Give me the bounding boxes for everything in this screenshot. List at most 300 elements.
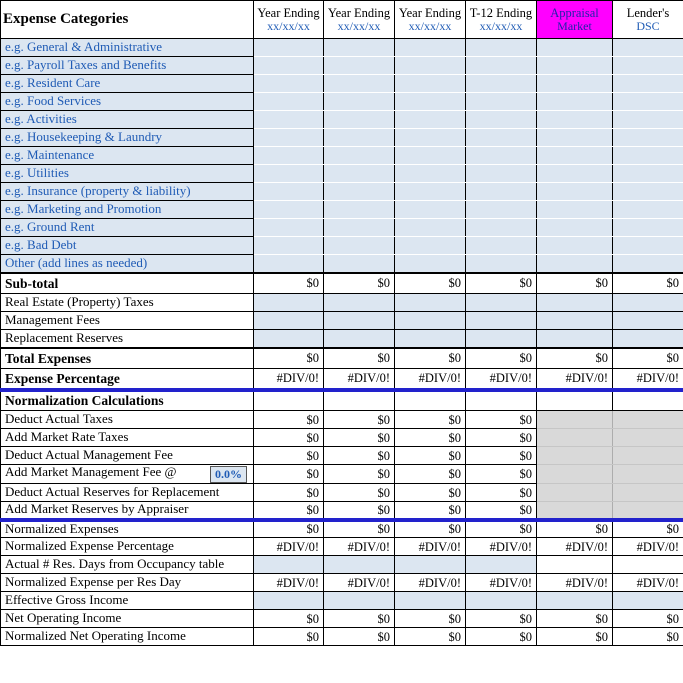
row-label-other-add-lines-as-needed[interactable] bbox=[1, 255, 254, 273]
cell-r18-c3[interactable]: $0 bbox=[395, 348, 466, 369]
expense-categories-header[interactable]: Expense Categories bbox=[1, 1, 254, 39]
cell-r21-c5[interactable] bbox=[537, 411, 613, 429]
cell-r26-c3[interactable]: $0 bbox=[395, 502, 466, 520]
cell-r17-c6[interactable] bbox=[613, 330, 683, 348]
cell-r23-c1[interactable]: $0 bbox=[254, 447, 324, 465]
cell-r10-c6[interactable] bbox=[613, 201, 683, 219]
col-header-title: Appraisal bbox=[550, 5, 599, 20]
cell-r20-c1[interactable] bbox=[254, 390, 324, 411]
cell-r1-c4[interactable] bbox=[466, 39, 537, 57]
cell-r2-c6[interactable] bbox=[613, 57, 683, 75]
cell-r14-c2[interactable]: $0 bbox=[324, 273, 395, 294]
cell-r15-c1[interactable] bbox=[254, 294, 324, 312]
col-header-title: Year Ending bbox=[398, 5, 462, 20]
cell-r23-c6[interactable] bbox=[613, 447, 683, 465]
cell-r33-c4[interactable]: $0 bbox=[466, 628, 537, 646]
col-header-date: xx/xx/xx bbox=[479, 18, 523, 33]
row-replacement-reserves bbox=[1, 330, 683, 348]
cell-r29-c2[interactable] bbox=[324, 556, 395, 574]
col-header-date: xx/xx/xx bbox=[408, 18, 452, 33]
cell-r30-c4[interactable]: #DIV/0! bbox=[466, 574, 537, 592]
row-label-text: e.g. Activities bbox=[5, 111, 77, 127]
col-header-lenders-dsc[interactable] bbox=[613, 1, 683, 39]
cell-r25-c1[interactable]: $0 bbox=[254, 484, 324, 502]
cell-r5-c3[interactable] bbox=[395, 111, 466, 129]
cell-r19-c5[interactable]: #DIV/0! bbox=[537, 369, 613, 390]
cell-r18-c1[interactable]: $0 bbox=[254, 348, 324, 369]
cell-r4-c2[interactable] bbox=[324, 93, 395, 111]
cell-r11-c2[interactable] bbox=[324, 219, 395, 237]
cell-r1-c6[interactable] bbox=[613, 39, 683, 57]
row-label-text: e.g. Ground Rent bbox=[5, 219, 95, 235]
row-normalized-net-operating-income bbox=[1, 628, 683, 646]
cell-r14-c4[interactable]: $0 bbox=[466, 273, 537, 294]
cell-r22-c3[interactable]: $0 bbox=[395, 429, 466, 447]
row-label-text: Normalized Net Operating Income bbox=[5, 628, 186, 644]
cell-r18-c2[interactable]: $0 bbox=[324, 348, 395, 369]
cell-r1-c5[interactable] bbox=[537, 39, 613, 57]
row-label-normalized-net-operating-income[interactable] bbox=[1, 628, 254, 646]
cell-r6-c6[interactable] bbox=[613, 129, 683, 147]
cell-r4-c6[interactable] bbox=[613, 93, 683, 111]
cell-r13-c3[interactable] bbox=[395, 255, 466, 273]
cell-r10-c2[interactable] bbox=[324, 201, 395, 219]
cell-r27-c2[interactable]: $0 bbox=[324, 520, 395, 538]
cell-r14-c1[interactable]: $0 bbox=[254, 273, 324, 294]
row-actual-res-days-from-occupancy-table bbox=[1, 556, 683, 574]
row-sub-total bbox=[1, 273, 683, 294]
cell-r26-c5[interactable] bbox=[537, 502, 613, 520]
row-e-g-housekeeping-laundry bbox=[1, 129, 683, 147]
cell-r8-c1[interactable] bbox=[254, 165, 324, 183]
row-label-e-g-maintenance[interactable] bbox=[1, 147, 254, 165]
cell-r11-c5[interactable] bbox=[537, 219, 613, 237]
cell-r24-c3[interactable]: $0 bbox=[395, 465, 466, 484]
cell-r28-c3[interactable]: #DIV/0! bbox=[395, 538, 466, 556]
cell-r6-c3[interactable] bbox=[395, 129, 466, 147]
cell-r8-c5[interactable] bbox=[537, 165, 613, 183]
cell-r7-c2[interactable] bbox=[324, 147, 395, 165]
row-label-sub-total[interactable] bbox=[1, 273, 254, 294]
col-header-title: Lender's bbox=[626, 5, 670, 20]
cell-r31-c6[interactable] bbox=[613, 592, 683, 610]
cell-r17-c3[interactable] bbox=[395, 330, 466, 348]
row-normalized-expense-per-res-day bbox=[1, 574, 683, 592]
cell-r28-c6[interactable]: #DIV/0! bbox=[613, 538, 683, 556]
cell-r9-c5[interactable] bbox=[537, 183, 613, 201]
cell-r21-c1[interactable]: $0 bbox=[254, 411, 324, 429]
cell-r29-c4[interactable] bbox=[466, 556, 537, 574]
cell-r31-c1[interactable] bbox=[254, 592, 324, 610]
cell-r29-c1[interactable] bbox=[254, 556, 324, 574]
cell-r6-c5[interactable] bbox=[537, 129, 613, 147]
cell-r16-c2[interactable] bbox=[324, 312, 395, 330]
row-label-e-g-resident-care[interactable] bbox=[1, 75, 254, 93]
row-label-deduct-actual-reserves-for-replacement[interactable] bbox=[1, 484, 254, 502]
cell-r19-c4[interactable]: #DIV/0! bbox=[466, 369, 537, 390]
col-header-date: Market bbox=[557, 18, 592, 33]
row-label-real-estate-property-taxes[interactable] bbox=[1, 294, 254, 312]
cell-r28-c5[interactable]: #DIV/0! bbox=[537, 538, 613, 556]
row-label-e-g-insurance-property-liability[interactable] bbox=[1, 183, 254, 201]
row-label-text: Normalized Expenses bbox=[5, 520, 119, 536]
col-header-title: Year Ending bbox=[327, 5, 391, 20]
cell-r13-c5[interactable] bbox=[537, 255, 613, 273]
cell-r3-c2[interactable] bbox=[324, 75, 395, 93]
cell-r7-c5[interactable] bbox=[537, 147, 613, 165]
row-label-text: Deduct Actual Taxes bbox=[5, 411, 113, 427]
cell-r22-c2[interactable]: $0 bbox=[324, 429, 395, 447]
cell-r8-c2[interactable] bbox=[324, 165, 395, 183]
cell-r27-c1[interactable]: $0 bbox=[254, 520, 324, 538]
row-label-net-operating-income[interactable] bbox=[1, 610, 254, 628]
row-e-g-food-services bbox=[1, 93, 683, 111]
cell-r30-c3[interactable]: #DIV/0! bbox=[395, 574, 466, 592]
cell-r29-c5[interactable] bbox=[537, 556, 613, 574]
row-real-estate-property-taxes bbox=[1, 294, 683, 312]
cell-r9-c1[interactable] bbox=[254, 183, 324, 201]
cell-r31-c2[interactable] bbox=[324, 592, 395, 610]
cell-r19-c1[interactable]: #DIV/0! bbox=[254, 369, 324, 390]
cell-r17-c1[interactable] bbox=[254, 330, 324, 348]
cell-r10-c3[interactable] bbox=[395, 201, 466, 219]
row-label-normalized-expense-per-res-day[interactable] bbox=[1, 574, 254, 592]
cell-r5-c6[interactable] bbox=[613, 111, 683, 129]
cell-r8-c3[interactable] bbox=[395, 165, 466, 183]
row-label-effective-gross-income[interactable] bbox=[1, 592, 254, 610]
row-label-text: Add Market Management Fee @ bbox=[5, 464, 177, 479]
cell-r26-c2[interactable]: $0 bbox=[324, 502, 395, 520]
cell-r7-c4[interactable] bbox=[466, 147, 537, 165]
col-header-year-ending-1[interactable] bbox=[254, 1, 324, 39]
cell-r12-c4[interactable] bbox=[466, 237, 537, 255]
cell-r3-c4[interactable] bbox=[466, 75, 537, 93]
cell-r15-c6[interactable] bbox=[613, 294, 683, 312]
cell-r32-c4[interactable]: $0 bbox=[466, 610, 537, 628]
row-net-operating-income bbox=[1, 610, 683, 628]
cell-r22-c6[interactable] bbox=[613, 429, 683, 447]
cell-r2-c1[interactable] bbox=[254, 57, 324, 75]
cell-r29-c3[interactable] bbox=[395, 556, 466, 574]
cell-r22-c4[interactable]: $0 bbox=[466, 429, 537, 447]
cell-r4-c3[interactable] bbox=[395, 93, 466, 111]
cell-r30-c2[interactable]: #DIV/0! bbox=[324, 574, 395, 592]
cell-r32-c1[interactable]: $0 bbox=[254, 610, 324, 628]
col-header-year-ending-3[interactable] bbox=[395, 1, 466, 39]
row-label-text: e.g. General & Administrative bbox=[5, 39, 163, 55]
row-label-text: Deduct Actual Management Fee bbox=[5, 447, 173, 463]
cell-r8-c4[interactable] bbox=[466, 165, 537, 183]
cell-r14-c5[interactable]: $0 bbox=[537, 273, 613, 294]
cell-r21-c2[interactable]: $0 bbox=[324, 411, 395, 429]
row-total-expenses bbox=[1, 348, 683, 369]
row-e-g-payroll-taxes-and-benefits bbox=[1, 57, 683, 75]
cell-r26-c1[interactable]: $0 bbox=[254, 502, 324, 520]
cell-r3-c1[interactable] bbox=[254, 75, 324, 93]
cell-r5-c1[interactable] bbox=[254, 111, 324, 129]
row-label-text: e.g. Insurance (property & liability) bbox=[5, 183, 191, 199]
cell-r2-c5[interactable] bbox=[537, 57, 613, 75]
cell-r4-c5[interactable] bbox=[537, 93, 613, 111]
cell-r33-c6[interactable]: $0 bbox=[613, 628, 683, 646]
cell-r12-c3[interactable] bbox=[395, 237, 466, 255]
cell-r7-c6[interactable] bbox=[613, 147, 683, 165]
cell-r16-c4[interactable] bbox=[466, 312, 537, 330]
row-label-e-g-ground-rent[interactable] bbox=[1, 219, 254, 237]
cell-r31-c4[interactable] bbox=[466, 592, 537, 610]
cell-r28-c2[interactable]: #DIV/0! bbox=[324, 538, 395, 556]
cell-r18-c4[interactable]: $0 bbox=[466, 348, 537, 369]
cell-r19-c3[interactable]: #DIV/0! bbox=[395, 369, 466, 390]
cell-r30-c5[interactable]: #DIV/0! bbox=[537, 574, 613, 592]
row-effective-gross-income bbox=[1, 592, 683, 610]
cell-r8-c6[interactable] bbox=[613, 165, 683, 183]
cell-r2-c3[interactable] bbox=[395, 57, 466, 75]
cell-r4-c4[interactable] bbox=[466, 93, 537, 111]
row-label-add-market-reserves-by-appraiser[interactable] bbox=[1, 502, 254, 520]
cell-r14-c6[interactable]: $0 bbox=[613, 273, 683, 294]
cell-r31-c5[interactable] bbox=[537, 592, 613, 610]
cell-r30-c1[interactable]: #DIV/0! bbox=[254, 574, 324, 592]
row-label-text: Effective Gross Income bbox=[5, 592, 129, 608]
row-add-market-rate-taxes bbox=[1, 429, 683, 447]
cell-r21-c4[interactable]: $0 bbox=[466, 411, 537, 429]
row-e-g-maintenance bbox=[1, 147, 683, 165]
row-label-text: Real Estate (Property) Taxes bbox=[5, 294, 154, 310]
row-normalized-expense-percentage bbox=[1, 538, 683, 556]
cell-r13-c6[interactable] bbox=[613, 255, 683, 273]
row-e-g-activities bbox=[1, 111, 683, 129]
row-label-text: e.g. Marketing and Promotion bbox=[5, 201, 162, 217]
row-label-text: e.g. Housekeeping & Laundry bbox=[5, 129, 163, 145]
cell-r25-c5[interactable] bbox=[537, 484, 613, 502]
cell-r24-c4[interactable]: $0 bbox=[466, 465, 537, 484]
cell-r33-c3[interactable]: $0 bbox=[395, 628, 466, 646]
cell-r17-c5[interactable] bbox=[537, 330, 613, 348]
cell-r17-c2[interactable] bbox=[324, 330, 395, 348]
cell-r12-c2[interactable] bbox=[324, 237, 395, 255]
cell-r23-c4[interactable]: $0 bbox=[466, 447, 537, 465]
cell-r20-c6[interactable] bbox=[613, 390, 683, 411]
row-label-e-g-food-services[interactable] bbox=[1, 93, 254, 111]
cell-r13-c4[interactable] bbox=[466, 255, 537, 273]
row-label-e-g-utilities[interactable] bbox=[1, 165, 254, 183]
row-label-normalized-expenses[interactable] bbox=[1, 520, 254, 538]
row-label-text: Management Fees bbox=[5, 312, 100, 328]
row-label-text: Actual # Res. Days from Occupancy table bbox=[5, 556, 225, 572]
row-label-e-g-housekeeping-laundry[interactable] bbox=[1, 129, 254, 147]
cell-r16-c1[interactable] bbox=[254, 312, 324, 330]
cell-r16-c3[interactable] bbox=[395, 312, 466, 330]
cell-r32-c3[interactable]: $0 bbox=[395, 610, 466, 628]
cell-r13-c2[interactable] bbox=[324, 255, 395, 273]
cell-r28-c4[interactable]: #DIV/0! bbox=[466, 538, 537, 556]
cell-r1-c1[interactable] bbox=[254, 39, 324, 57]
cell-r6-c4[interactable] bbox=[466, 129, 537, 147]
cell-r12-c6[interactable] bbox=[613, 237, 683, 255]
cell-r24-c1[interactable]: $0 bbox=[254, 465, 324, 484]
cell-r3-c3[interactable] bbox=[395, 75, 466, 93]
market-management-fee-rate-cell[interactable]: 0.0% bbox=[210, 466, 247, 483]
cell-r32-c2[interactable]: $0 bbox=[324, 610, 395, 628]
cell-r7-c1[interactable] bbox=[254, 147, 324, 165]
row-label-normalized-expense-percentage[interactable] bbox=[1, 538, 254, 556]
cell-r4-c1[interactable] bbox=[254, 93, 324, 111]
cell-r26-c6[interactable] bbox=[613, 502, 683, 520]
cell-r23-c3[interactable]: $0 bbox=[395, 447, 466, 465]
cell-r20-c5[interactable] bbox=[537, 390, 613, 411]
table-body bbox=[1, 39, 683, 646]
header-row bbox=[1, 1, 683, 39]
row-other-add-lines-as-needed bbox=[1, 255, 683, 273]
row-label-replacement-reserves[interactable] bbox=[1, 330, 254, 348]
col-header-date: DSC bbox=[636, 18, 660, 33]
row-e-g-general-administrative bbox=[1, 39, 683, 57]
col-header-title: T-12 Ending bbox=[469, 5, 533, 20]
cell-r9-c4[interactable] bbox=[466, 183, 537, 201]
cell-r9-c2[interactable] bbox=[324, 183, 395, 201]
cell-r27-c4[interactable]: $0 bbox=[466, 520, 537, 538]
cell-r20-c3[interactable] bbox=[395, 390, 466, 411]
cell-r30-c6[interactable]: #DIV/0! bbox=[613, 574, 683, 592]
col-header-t12-ending[interactable] bbox=[466, 1, 537, 39]
cell-r9-c3[interactable] bbox=[395, 183, 466, 201]
row-e-g-utilities bbox=[1, 165, 683, 183]
cell-r11-c6[interactable] bbox=[613, 219, 683, 237]
row-label-actual-res-days-from-occupancy-table[interactable] bbox=[1, 556, 254, 574]
cell-r26-c4[interactable]: $0 bbox=[466, 502, 537, 520]
cell-r3-c5[interactable] bbox=[537, 75, 613, 93]
row-label-e-g-marketing-and-promotion[interactable] bbox=[1, 201, 254, 219]
col-header-title: Year Ending bbox=[257, 5, 320, 20]
cell-r24-c6[interactable] bbox=[613, 465, 683, 484]
row-label-text: Other (add lines as needed) bbox=[5, 254, 148, 270]
cell-r1-c2[interactable] bbox=[324, 39, 395, 57]
cell-r7-c3[interactable] bbox=[395, 147, 466, 165]
cell-r1-c3[interactable] bbox=[395, 39, 466, 57]
cell-r22-c5[interactable] bbox=[537, 429, 613, 447]
cell-r15-c2[interactable] bbox=[324, 294, 395, 312]
cell-r11-c1[interactable] bbox=[254, 219, 324, 237]
row-label-management-fees[interactable] bbox=[1, 312, 254, 330]
row-label-total-expenses[interactable] bbox=[1, 348, 254, 369]
cell-r20-c2[interactable] bbox=[324, 390, 395, 411]
cell-r2-c4[interactable] bbox=[466, 57, 537, 75]
cell-r20-c4[interactable] bbox=[466, 390, 537, 411]
cell-r23-c5[interactable] bbox=[537, 447, 613, 465]
cell-r21-c3[interactable]: $0 bbox=[395, 411, 466, 429]
cell-r15-c4[interactable] bbox=[466, 294, 537, 312]
cell-r16-c5[interactable] bbox=[537, 312, 613, 330]
cell-r31-c3[interactable] bbox=[395, 592, 466, 610]
cell-r24-c2[interactable]: $0 bbox=[324, 465, 395, 484]
cell-r19-c2[interactable]: #DIV/0! bbox=[324, 369, 395, 390]
cell-r33-c5[interactable]: $0 bbox=[537, 628, 613, 646]
cell-r6-c2[interactable] bbox=[324, 129, 395, 147]
row-deduct-actual-management-fee bbox=[1, 447, 683, 465]
cell-r17-c4[interactable] bbox=[466, 330, 537, 348]
cell-r25-c4[interactable]: $0 bbox=[466, 484, 537, 502]
cell-r13-c1[interactable] bbox=[254, 255, 324, 273]
row-label-text: Normalized Expense per Res Day bbox=[5, 574, 182, 590]
row-label-expense-percentage[interactable] bbox=[1, 369, 254, 390]
cell-r32-c6[interactable]: $0 bbox=[613, 610, 683, 628]
cell-r10-c5[interactable] bbox=[537, 201, 613, 219]
cell-r25-c3[interactable]: $0 bbox=[395, 484, 466, 502]
cell-r23-c2[interactable]: $0 bbox=[324, 447, 395, 465]
cell-r6-c1[interactable] bbox=[254, 129, 324, 147]
row-label-deduct-actual-management-fee[interactable] bbox=[1, 447, 254, 465]
cell-r24-c5[interactable] bbox=[537, 465, 613, 484]
cell-r25-c2[interactable]: $0 bbox=[324, 484, 395, 502]
row-label-text: Deduct Actual Reserves for Replacement bbox=[5, 484, 220, 500]
cell-r5-c2[interactable] bbox=[324, 111, 395, 129]
cell-r10-c1[interactable] bbox=[254, 201, 324, 219]
cell-r10-c4[interactable] bbox=[466, 201, 537, 219]
row-label-text: Replacement Reserves bbox=[5, 329, 124, 345]
cell-r15-c5[interactable] bbox=[537, 294, 613, 312]
cell-r29-c6[interactable] bbox=[613, 556, 683, 574]
row-label-deduct-actual-taxes[interactable] bbox=[1, 411, 254, 429]
cell-r27-c5[interactable]: $0 bbox=[537, 520, 613, 538]
row-label-add-market-management-fee[interactable] bbox=[1, 465, 254, 484]
row-label-e-g-general-administrative[interactable] bbox=[1, 39, 254, 57]
row-label-text: Add Market Rate Taxes bbox=[5, 429, 129, 445]
cell-r21-c6[interactable] bbox=[613, 411, 683, 429]
row-label-text: Expense Percentage bbox=[5, 370, 120, 386]
cell-r5-c5[interactable] bbox=[537, 111, 613, 129]
row-label-e-g-payroll-taxes-and-benefits[interactable] bbox=[1, 57, 254, 75]
cell-r11-c4[interactable] bbox=[466, 219, 537, 237]
col-header-year-ending-2[interactable] bbox=[324, 1, 395, 39]
cell-r28-c1[interactable]: #DIV/0! bbox=[254, 538, 324, 556]
cell-r27-c3[interactable]: $0 bbox=[395, 520, 466, 538]
row-label-e-g-bad-debt[interactable] bbox=[1, 237, 254, 255]
col-header-appraisal-market[interactable] bbox=[537, 1, 613, 39]
cell-r3-c6[interactable] bbox=[613, 75, 683, 93]
row-label-add-market-rate-taxes[interactable] bbox=[1, 429, 254, 447]
cell-r12-c1[interactable] bbox=[254, 237, 324, 255]
cell-r18-c6[interactable]: $0 bbox=[613, 348, 683, 369]
row-label-text: Normalized Expense Percentage bbox=[5, 538, 174, 554]
cell-r12-c5[interactable] bbox=[537, 237, 613, 255]
row-e-g-marketing-and-promotion bbox=[1, 201, 683, 219]
row-label-text: e.g. Food Services bbox=[5, 93, 102, 109]
row-label-text: e.g. Payroll Taxes and Benefits bbox=[5, 57, 167, 73]
row-deduct-actual-reserves-for-replacement bbox=[1, 484, 683, 502]
cell-r11-c3[interactable] bbox=[395, 219, 466, 237]
cell-r5-c4[interactable] bbox=[466, 111, 537, 129]
row-e-g-bad-debt bbox=[1, 237, 683, 255]
cell-r25-c6[interactable] bbox=[613, 484, 683, 502]
row-label-text: e.g. Maintenance bbox=[5, 147, 95, 163]
cell-r16-c6[interactable] bbox=[613, 312, 683, 330]
cell-r33-c1[interactable]: $0 bbox=[254, 628, 324, 646]
row-label-normalization-calculations[interactable] bbox=[1, 390, 254, 411]
cell-r15-c3[interactable] bbox=[395, 294, 466, 312]
cell-r18-c5[interactable]: $0 bbox=[537, 348, 613, 369]
row-label-text: Net Operating Income bbox=[5, 610, 122, 626]
cell-r2-c2[interactable] bbox=[324, 57, 395, 75]
cell-r32-c5[interactable]: $0 bbox=[537, 610, 613, 628]
cell-r14-c3[interactable]: $0 bbox=[395, 273, 466, 294]
cell-r33-c2[interactable]: $0 bbox=[324, 628, 395, 646]
cell-r19-c6[interactable]: #DIV/0! bbox=[613, 369, 683, 390]
cell-r9-c6[interactable] bbox=[613, 183, 683, 201]
cell-r22-c1[interactable]: $0 bbox=[254, 429, 324, 447]
cell-r27-c6[interactable]: $0 bbox=[613, 520, 683, 538]
row-label-e-g-activities[interactable] bbox=[1, 111, 254, 129]
